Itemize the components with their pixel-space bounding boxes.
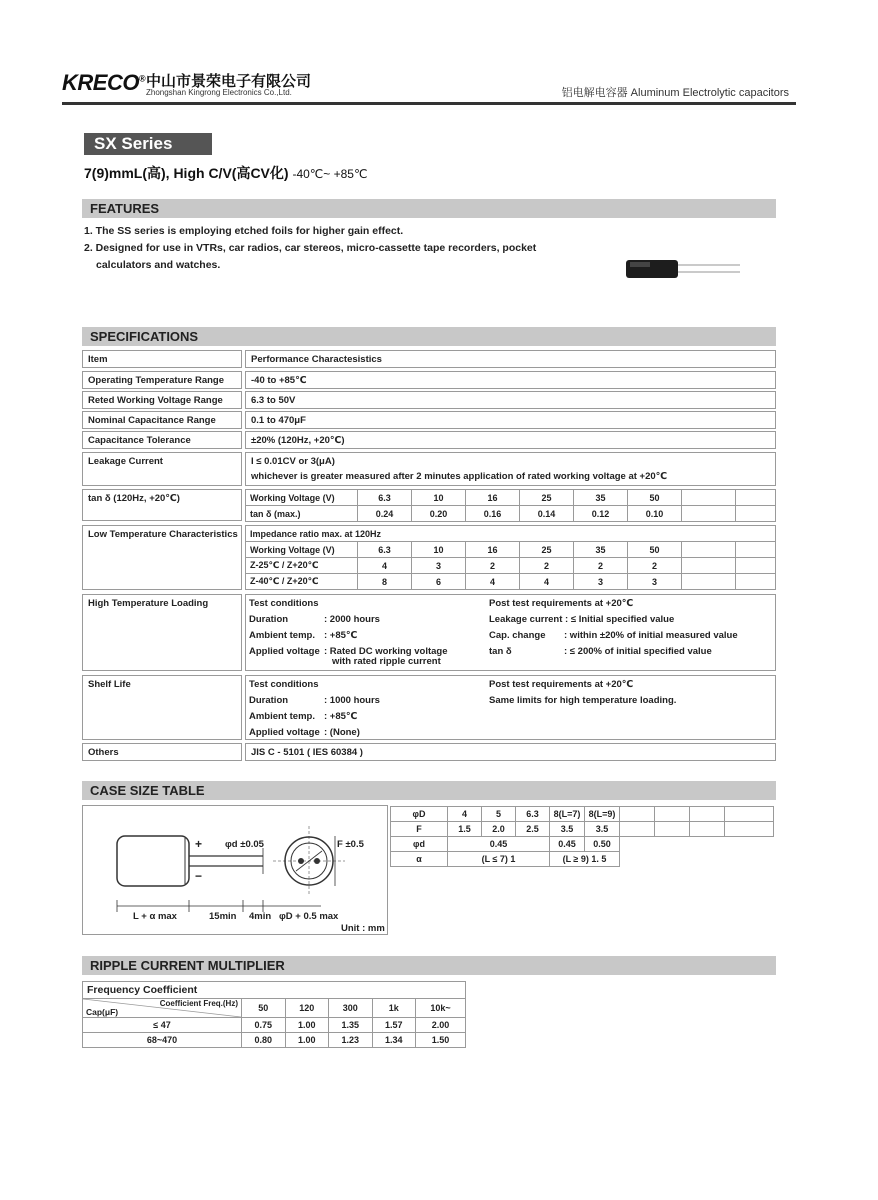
case-size-table	[390, 806, 774, 867]
tan-header-cell: 6.3	[358, 490, 412, 506]
shelf-duration-label: Duration	[249, 695, 289, 706]
ripple-freq: 120	[285, 999, 329, 1018]
case-size-heading: CASE SIZE TABLE	[82, 781, 776, 800]
tan-value-cell: 0.24	[358, 506, 412, 522]
low-temp-cell: 2	[574, 558, 628, 574]
ripple-corner-bottom: Cap(μF)	[86, 1007, 119, 1017]
spec-item: Operating Temperature Range	[82, 371, 242, 389]
spec-item-tan: tan δ (120Hz, +20℃)	[82, 489, 242, 521]
low-temp-cell: 8	[358, 574, 412, 590]
case-cell: 2.5	[516, 822, 550, 837]
low-temp-cell	[736, 558, 776, 574]
ripple-freq: 50	[242, 999, 286, 1018]
dimension-drawing	[82, 805, 388, 935]
ripple-freq: 300	[329, 999, 373, 1018]
low-temp-cell: 3	[574, 574, 628, 590]
case-cell: 8(L=9)	[585, 807, 620, 822]
tan-value-cell: 0.10	[628, 506, 682, 522]
spec-item: Nominal Capacitance Range	[82, 411, 242, 429]
unit-label: Unit : mm	[341, 923, 385, 934]
tan-value-cell: 0.20	[412, 506, 466, 522]
case-cell	[655, 822, 690, 837]
low-temp-cell: 2	[520, 558, 574, 574]
phid-label: φd ±0.05	[225, 839, 264, 850]
spec-item-header: Item	[82, 350, 242, 368]
tan-delta-table	[245, 489, 776, 522]
tan-header-cell: 25	[520, 490, 574, 506]
case-cell: 5	[482, 807, 516, 822]
low-temp-cell: 6.3	[358, 542, 412, 558]
tan-header-cell: 35	[574, 490, 628, 506]
tan-header-cell	[682, 490, 736, 506]
case-cell: 0.50	[585, 837, 620, 852]
low-temp-cell: 50	[628, 542, 682, 558]
low-temp-cell: 10	[412, 542, 466, 558]
high-temp-tan-label: tan δ	[489, 646, 512, 657]
ripple-value: 1.50	[416, 1033, 466, 1048]
case-cell: 4	[448, 807, 482, 822]
ripple-freq: 1k	[372, 999, 416, 1018]
high-temp-applied-label: Applied voltage	[249, 646, 320, 657]
low-temp-cell: 25	[520, 542, 574, 558]
tan-value-cell: 0.16	[466, 506, 520, 522]
ripple-corner	[83, 999, 242, 1018]
tan-header-cell: 50	[628, 490, 682, 506]
feature-item: calculators and watches.	[96, 259, 221, 271]
low-temp-cell: 4	[358, 558, 412, 574]
case-cell	[620, 807, 655, 822]
diameter-label: φD + 0.5 max	[279, 911, 339, 922]
spec-value: ±20% (120Hz, +20℃)	[245, 431, 776, 449]
series-title: SX Series	[84, 133, 212, 155]
low-temp-cell: 3	[412, 558, 466, 574]
spec-item-shelf: Shelf Life	[82, 675, 242, 740]
low-temp-cell: 16	[466, 542, 520, 558]
tan-value-cell: 0.12	[574, 506, 628, 522]
spec-item-low-temp: Low Temperature Characteristics	[82, 525, 242, 590]
low-temp-cell: 4	[466, 574, 520, 590]
high-temp-leak: Leakage current : ≤ Initial specified value	[489, 614, 675, 625]
low-temp-cell: 4	[520, 574, 574, 590]
high-temp-applied-value: : Rated DC working voltage	[324, 646, 448, 657]
ripple-value: 0.80	[242, 1033, 286, 1048]
high-temp-ambient-label: Ambient temp.	[249, 630, 315, 641]
low-temp-cell: 35	[574, 542, 628, 558]
shelf-test-conditions: Test conditions	[249, 679, 319, 690]
case-cell: 1.5	[448, 822, 482, 837]
capacitor-photo	[620, 256, 745, 286]
header-rule	[62, 102, 796, 105]
low-temp-table	[245, 525, 776, 590]
ripple-value: 1.57	[372, 1018, 416, 1033]
high-temp-cap-label: Cap. change	[489, 630, 546, 641]
case-cell: 2.0	[482, 822, 516, 837]
case-cell: 3.5	[550, 822, 585, 837]
high-temp-box	[245, 594, 776, 671]
tan-header-label: Working Voltage (V)	[246, 490, 358, 506]
ripple-corner-top: Coefficient Freq.(Hz)	[159, 999, 238, 1008]
low-temp-label: Working Voltage (V)	[246, 542, 358, 558]
ripple-value: 1.34	[372, 1033, 416, 1048]
ripple-cap: 68~470	[83, 1033, 242, 1048]
ripple-value: 0.75	[242, 1018, 286, 1033]
ripple-value: 2.00	[416, 1018, 466, 1033]
case-cell	[690, 807, 725, 822]
high-temp-cap-value: : within ±20% of initial measured value	[564, 630, 738, 641]
low-temp-cell: 2	[466, 558, 520, 574]
case-cell	[725, 822, 774, 837]
case-cell: φD	[391, 807, 448, 822]
ripple-value: 1.00	[285, 1033, 329, 1048]
ripple-value: 1.35	[329, 1018, 373, 1033]
shelf-applied-label: Applied voltage	[249, 727, 320, 738]
tan-header-cell: 16	[466, 490, 520, 506]
series-subtitle: 7(9)mmL(高), High C/V(高CV化) -40℃~ +85℃	[84, 165, 368, 181]
shelf-post-title: Post test requirements at +20℃	[489, 679, 634, 690]
shelf-applied-value: : (None)	[324, 727, 360, 738]
spec-value: -40 to +85℃	[245, 371, 776, 389]
high-temp-duration-value: : 2000 hours	[324, 614, 380, 625]
low-temp-cell: 6	[412, 574, 466, 590]
length-label: L + α max	[133, 911, 177, 922]
lead1-label: 15min	[209, 911, 237, 922]
case-cell: F	[391, 822, 448, 837]
low-temp-title: Impedance ratio max. at 120Hz	[246, 526, 776, 542]
temp-range: -40℃~ +85℃	[292, 167, 368, 181]
shelf-ambient-value: : +85℃	[324, 711, 358, 722]
features-heading: FEATURES	[82, 199, 776, 218]
low-temp-label: Z-40℃ / Z+20℃	[246, 574, 358, 590]
brand-logo: KRECO®	[62, 70, 146, 95]
case-cell: 0.45	[550, 837, 585, 852]
spec-item: Reted Working Voltage Range	[82, 391, 242, 409]
low-temp-cell	[682, 542, 736, 558]
shelf-duration-value: : 1000 hours	[324, 695, 380, 706]
plus-sign: +	[195, 837, 203, 851]
case-cell	[620, 822, 655, 837]
low-temp-cell	[736, 574, 776, 590]
tan-value-cell: 0.14	[520, 506, 574, 522]
case-cell: 0.45	[448, 837, 550, 852]
ripple-table	[82, 981, 466, 1048]
shelf-ambient-label: Ambient temp.	[249, 711, 315, 722]
case-cell: 3.5	[585, 822, 620, 837]
high-temp-post-title: Post test requirements at +20℃	[489, 598, 634, 609]
shelf-box	[245, 675, 776, 740]
high-temp-duration-label: Duration	[249, 614, 289, 625]
high-temp-test-conditions: Test conditions	[249, 598, 319, 609]
product-category: 铝电解电容器 Aluminum Electrolytic capacitors	[561, 87, 789, 99]
spec-value-leakage: I ≤ 0.01CV or 3(μA) whichever is greater measured after 2 minutes application of rated working voltage at +20℃	[245, 452, 776, 486]
ripple-value: 1.00	[285, 1018, 329, 1033]
case-cell-empty	[620, 852, 774, 867]
minus-sign: −	[195, 869, 203, 883]
case-cell-empty	[620, 837, 774, 852]
feature-item: 2. Designed for use in VTRs, car radios, car stereos, micro-cassette tape recorders, pocket	[84, 242, 537, 254]
spec-value-others: JIS C - 5101 ( IES 60384 )	[245, 743, 776, 761]
case-cell	[690, 822, 725, 837]
spec-item-high-temp: High Temperature Loading	[82, 594, 242, 671]
spec-perf-header: Performance Charactesistics	[245, 350, 776, 368]
feature-item: 1. The SS series is employing etched foils for higher gain effect.	[84, 225, 404, 237]
ripple-title: Frequency Coefficient	[83, 982, 466, 999]
spec-value: 0.1 to 470μF	[245, 411, 776, 429]
tan-value-cell	[736, 506, 776, 522]
shelf-post-value: Same limits for high temperature loading.	[489, 695, 677, 706]
case-cell: α	[391, 852, 448, 867]
spec-item-leakage: Leakage Current	[82, 452, 242, 486]
specifications-heading: SPECIFICATIONS	[82, 327, 776, 346]
case-cell: (L ≤ 7) 1	[448, 852, 550, 867]
f-label: F ±0.5	[337, 839, 364, 850]
case-cell	[725, 807, 774, 822]
spec-value: 6.3 to 50V	[245, 391, 776, 409]
case-cell	[655, 807, 690, 822]
spec-item-others: Others	[82, 743, 242, 761]
lead2-label: 4min	[249, 911, 272, 922]
company-name-cn: 中山市景荣电子有限公司	[146, 73, 312, 90]
low-temp-cell: 2	[628, 558, 682, 574]
case-cell: 6.3	[516, 807, 550, 822]
tan-header-cell: 10	[412, 490, 466, 506]
case-cell: 8(L=7)	[550, 807, 585, 822]
tan-value-cell	[682, 506, 736, 522]
ripple-cap: ≤ 47	[83, 1018, 242, 1033]
case-cell: (L ≥ 9) 1. 5	[550, 852, 620, 867]
ripple-value: 1.23	[329, 1033, 373, 1048]
tan-header-cell	[736, 490, 776, 506]
high-temp-tan-value: : ≤ 200% of initial specified value	[564, 646, 712, 657]
ripple-heading: RIPPLE CURRENT MULTIPLIER	[82, 956, 776, 975]
low-temp-cell	[682, 558, 736, 574]
high-temp-applied-value2: with rated ripple current	[332, 656, 441, 667]
tan-value-label: tan δ (max.)	[246, 506, 358, 522]
low-temp-cell	[736, 542, 776, 558]
spec-item: Capacitance Tolerance	[82, 431, 242, 449]
case-cell: φd	[391, 837, 448, 852]
low-temp-cell	[682, 574, 736, 590]
low-temp-label: Z-25℃ / Z+20℃	[246, 558, 358, 574]
company-name-en: Zhongshan Kingrong Electronics Co.,Ltd.	[146, 88, 292, 97]
low-temp-cell: 3	[628, 574, 682, 590]
ripple-freq: 10k~	[416, 999, 466, 1018]
high-temp-ambient-value: : +85℃	[324, 630, 358, 641]
